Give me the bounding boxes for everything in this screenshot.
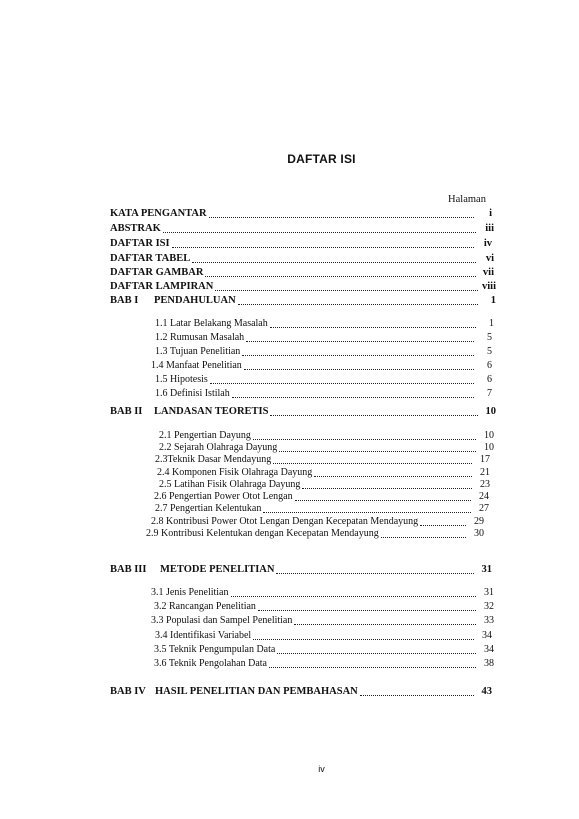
dot-leader — [277, 644, 476, 654]
toc-label: DAFTAR GAMBAR — [110, 267, 204, 278]
toc-label — [110, 406, 268, 418]
toc-label: 3.5 Teknik Pengumpulan Data — [154, 644, 276, 655]
dot-leader — [420, 516, 466, 526]
toc-page: 6 — [487, 374, 492, 385]
dot-leader — [294, 615, 476, 625]
dot-leader — [205, 267, 476, 277]
toc-page: viii — [481, 281, 496, 292]
toc-entry-2-7[interactable] — [155, 503, 489, 515]
dot-leader — [242, 346, 474, 356]
dot-leader — [210, 374, 474, 384]
toc-label: ABSTRAK — [110, 223, 161, 234]
toc-page: 17 — [480, 454, 490, 465]
toc-label: 2.5 Latihan Fisik Olahraga Dayung — [159, 479, 301, 490]
dot-leader — [238, 295, 478, 305]
toc-entry-1-6[interactable] — [155, 388, 492, 400]
toc-label: 3.2 Rancangan Penelitian — [154, 601, 256, 612]
toc-entry-2-1[interactable] — [159, 430, 494, 442]
dot-leader — [244, 360, 474, 370]
dot-leader — [263, 503, 471, 513]
toc-label: 1.3 Tujuan Penelitian — [155, 346, 241, 357]
toc-label: 2.6 Pengertian Power Otot Lengan — [154, 491, 293, 502]
bab-number: BAB II — [110, 406, 143, 417]
toc-label: 2.4 Komponen Fisik Olahraga Dayung — [157, 467, 313, 478]
toc-label: 1.1 Latar Belakang Masalah — [155, 318, 268, 329]
toc-page: iii — [485, 223, 494, 234]
toc-entry-2-5[interactable] — [159, 479, 490, 491]
bab-title: LANDASAN TEORETIS — [154, 406, 269, 417]
bab-number: BAB I — [110, 295, 139, 306]
toc-label: 1.4 Manfaat Penelitian — [151, 360, 242, 371]
dot-leader — [295, 491, 471, 501]
bab-title: PENDAHULUAN — [154, 295, 236, 306]
toc-page: 43 — [481, 686, 492, 697]
toc-entry-2-2[interactable] — [159, 442, 494, 454]
toc-page: 21 — [480, 467, 490, 478]
toc-label — [110, 295, 236, 307]
toc-entry-2-6[interactable] — [154, 491, 489, 503]
toc-label: 3.6 Teknik Pengolahan Data — [154, 658, 267, 669]
toc-entry-3-2[interactable] — [154, 601, 494, 613]
toc-label — [110, 564, 274, 576]
footer-page-number: iv — [318, 764, 325, 774]
toc-entry-daftar-tabel[interactable] — [110, 253, 494, 265]
toc-label: DAFTAR TABEL — [110, 253, 191, 264]
toc-label: DAFTAR LAMPIRAN — [110, 281, 214, 292]
toc-label: 2.8 Kontribusi Power Otot Lengan Dengan Kecepatan Mendayung — [151, 516, 419, 527]
dot-leader — [246, 332, 474, 342]
toc-page: 7 — [487, 388, 492, 399]
dot-leader — [215, 281, 478, 291]
toc-label: 3.3 Populasi dan Sampel Penelitian — [151, 615, 293, 626]
toc-page: 5 — [487, 346, 492, 357]
toc-page: 38 — [484, 658, 494, 669]
toc-page: i — [489, 208, 492, 219]
toc-label: 2.1 Pengertian Dayung — [159, 430, 251, 441]
bab-number: BAB IV — [110, 686, 146, 697]
toc-label — [110, 686, 358, 698]
toc-label: 1.6 Definisi Istilah — [155, 388, 230, 399]
toc-page: 31 — [484, 587, 494, 598]
toc-label: 2.2 Sejarah Olahraga Dayung — [159, 442, 278, 453]
toc-entry-1-3[interactable] — [155, 346, 492, 358]
toc-page: 30 — [474, 528, 484, 539]
toc-label: 1.2 Rumusan Masalah — [155, 332, 245, 343]
toc-label: 2.3Teknik Dasar Mendayung — [155, 454, 272, 465]
toc-page: 24 — [479, 491, 489, 502]
dot-leader — [231, 587, 477, 597]
dot-leader — [270, 406, 478, 416]
toc-entry-daftar-gambar[interactable] — [110, 267, 494, 279]
toc-entry-1-2[interactable] — [155, 332, 492, 344]
dot-leader — [360, 686, 474, 696]
toc-entry-3-3[interactable] — [151, 615, 494, 627]
toc-page: 31 — [481, 564, 492, 575]
dot-leader — [163, 223, 476, 233]
dot-leader — [270, 318, 476, 328]
toc-page: vii — [482, 267, 494, 278]
toc-page: 10 — [484, 442, 494, 453]
bab-title: METODE PENELITIAN — [160, 564, 275, 575]
toc-entry-3-4[interactable] — [155, 630, 492, 642]
bab-title: HASIL PENELITIAN DAN PEMBAHASAN — [155, 686, 358, 697]
toc-page: 10 — [485, 406, 496, 417]
toc-entry-3-1[interactable] — [151, 587, 494, 599]
dot-leader — [273, 454, 472, 464]
page-title: DAFTAR ISI — [287, 152, 356, 166]
dot-leader — [258, 601, 476, 611]
dot-leader — [302, 479, 472, 489]
toc-entry-kata-pengantar[interactable] — [110, 208, 492, 220]
toc-entry-2-4[interactable] — [157, 467, 490, 479]
dot-leader — [253, 430, 476, 440]
toc-entry-2-3[interactable] — [155, 454, 490, 466]
toc-label: KATA PENGANTAR — [110, 208, 207, 219]
toc-page: 1 — [490, 295, 496, 306]
toc-page: iv — [483, 238, 492, 249]
toc-page: 29 — [474, 516, 484, 527]
toc-label: DAFTAR ISI — [110, 238, 170, 249]
toc-page: 33 — [484, 615, 494, 626]
bab-number: BAB III — [110, 564, 147, 575]
dot-leader — [276, 564, 474, 574]
dot-leader — [279, 442, 476, 452]
toc-entry-bab-2[interactable] — [110, 406, 496, 418]
toc-label: 1.5 Hipotesis — [155, 374, 208, 385]
toc-entry-2-8[interactable] — [151, 516, 484, 528]
toc-page: 10 — [484, 430, 494, 441]
toc-label: 3.1 Jenis Penelitian — [151, 587, 229, 598]
toc-page: 34 — [484, 644, 494, 655]
toc-entry-1-1[interactable] — [155, 318, 494, 330]
dot-leader — [209, 208, 474, 218]
toc-page: 1 — [489, 318, 494, 329]
dot-leader — [232, 388, 474, 398]
dot-leader — [253, 630, 474, 640]
toc-page: 32 — [484, 601, 494, 612]
toc-entry-3-5[interactable] — [154, 644, 494, 656]
toc-entry-daftar-isi[interactable] — [110, 238, 492, 250]
toc-page: 6 — [487, 360, 492, 371]
toc-entry-3-6[interactable] — [154, 658, 494, 670]
toc-entry-1-5[interactable] — [155, 374, 492, 386]
toc-page: vi — [485, 253, 494, 264]
halaman-label: Halaman — [448, 194, 486, 205]
dot-leader — [172, 238, 474, 248]
toc-entry-bab-1[interactable] — [110, 295, 496, 307]
toc-label: 3.4 Identifikasi Variabel — [155, 630, 252, 641]
toc-entry-bab-4[interactable] — [110, 686, 492, 698]
toc-page: 27 — [479, 503, 489, 514]
toc-entry-1-4[interactable] — [151, 360, 492, 372]
dot-leader — [269, 658, 476, 668]
dot-leader — [314, 467, 472, 477]
toc-page: 34 — [482, 630, 492, 641]
dot-leader — [192, 253, 476, 263]
toc-page: 5 — [487, 332, 492, 343]
toc-label: 2.7 Pengertian Kelentukan — [155, 503, 262, 514]
toc-entry-daftar-lampiran[interactable] — [110, 281, 496, 293]
toc-entry-bab-3[interactable] — [110, 564, 492, 576]
toc-page: 23 — [480, 479, 490, 490]
toc-entry-2-9[interactable] — [146, 528, 484, 540]
toc-entry-abstrak[interactable] — [110, 223, 494, 235]
dot-leader — [381, 528, 466, 538]
toc-label: 2.9 Kontribusi Kelentukan dengan Kecepatan Mendayung — [146, 528, 379, 539]
